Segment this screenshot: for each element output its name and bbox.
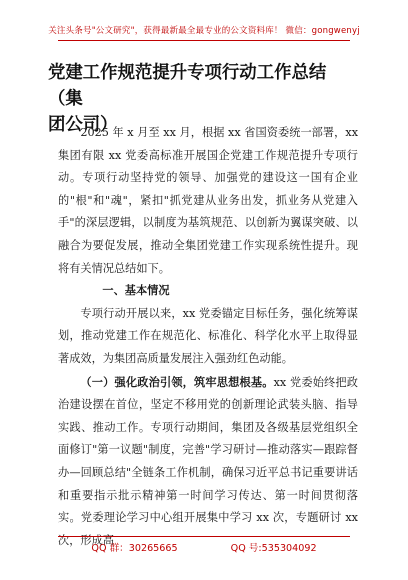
header-divider <box>58 40 350 41</box>
subsection-heading: （一）强化政治引领，筑牢思想根基。 <box>80 374 274 389</box>
subsection-paragraph <box>58 371 358 553</box>
footer-divider <box>58 536 350 537</box>
section-heading: 一、基本情况 <box>102 284 170 298</box>
overview-paragraph: 专项行动开展以来，xx 党委锚定目标任务，强化统筹谋划，推动党建工作在规范化、标准化、科学化水平上取得显著成效，为集团高质量发展注入强劲红色动能。 <box>58 306 358 365</box>
title-line-2: 团公司） <box>48 115 118 135</box>
footer-qq-group: QQ 群：30265665 <box>91 543 178 554</box>
footer-qq-number: QQ 号:535304092 <box>230 543 317 554</box>
subsection-text: xx 党委始终把政治建设摆在首位，坚定不移用党的创新理论武装头脑、指导实践、推动工作。专项行动期间，集团及各级基层党组织全面修订"第一议题"制度，完善"学习研讨—推动落实—跟踪督办—回顾总结"全链条工作机制，确保习近平总书记重要讲话和重要指示批示精神第一时间学习传达、第一时间贯彻落实。党委理论学习中心组开展集中学习 xx 次，专题研讨 xx 次，形成高 <box>58 375 358 547</box>
document-body <box>58 122 358 552</box>
header-banner: 关注头条号"公文研究"，获得最新最全最专业的公文资料库！ 微信：gongwenyj <box>48 26 360 36</box>
footer <box>0 540 408 554</box>
intro-paragraph: 2025 年 x 月至 xx 月，根据 xx 省国资委统一部署，xx 集团有限 xx 党委高标准开展国企党建工作规范提升专项行动。专项行动坚持党的领导、加强党的建设这一国有企业的"根"和"魂"，紧扣"抓党建从业务出发，抓业务从党建入手"的深层逻辑，以制度为基筑规范、以创新为翼谋突破、以融合为要促发展，推动全集团党建工作实现系统性提升。现将有关情况总结如下。 <box>58 126 358 275</box>
title-line-1: 党建工作规范提升专项行动工作总结（集 <box>48 63 327 109</box>
